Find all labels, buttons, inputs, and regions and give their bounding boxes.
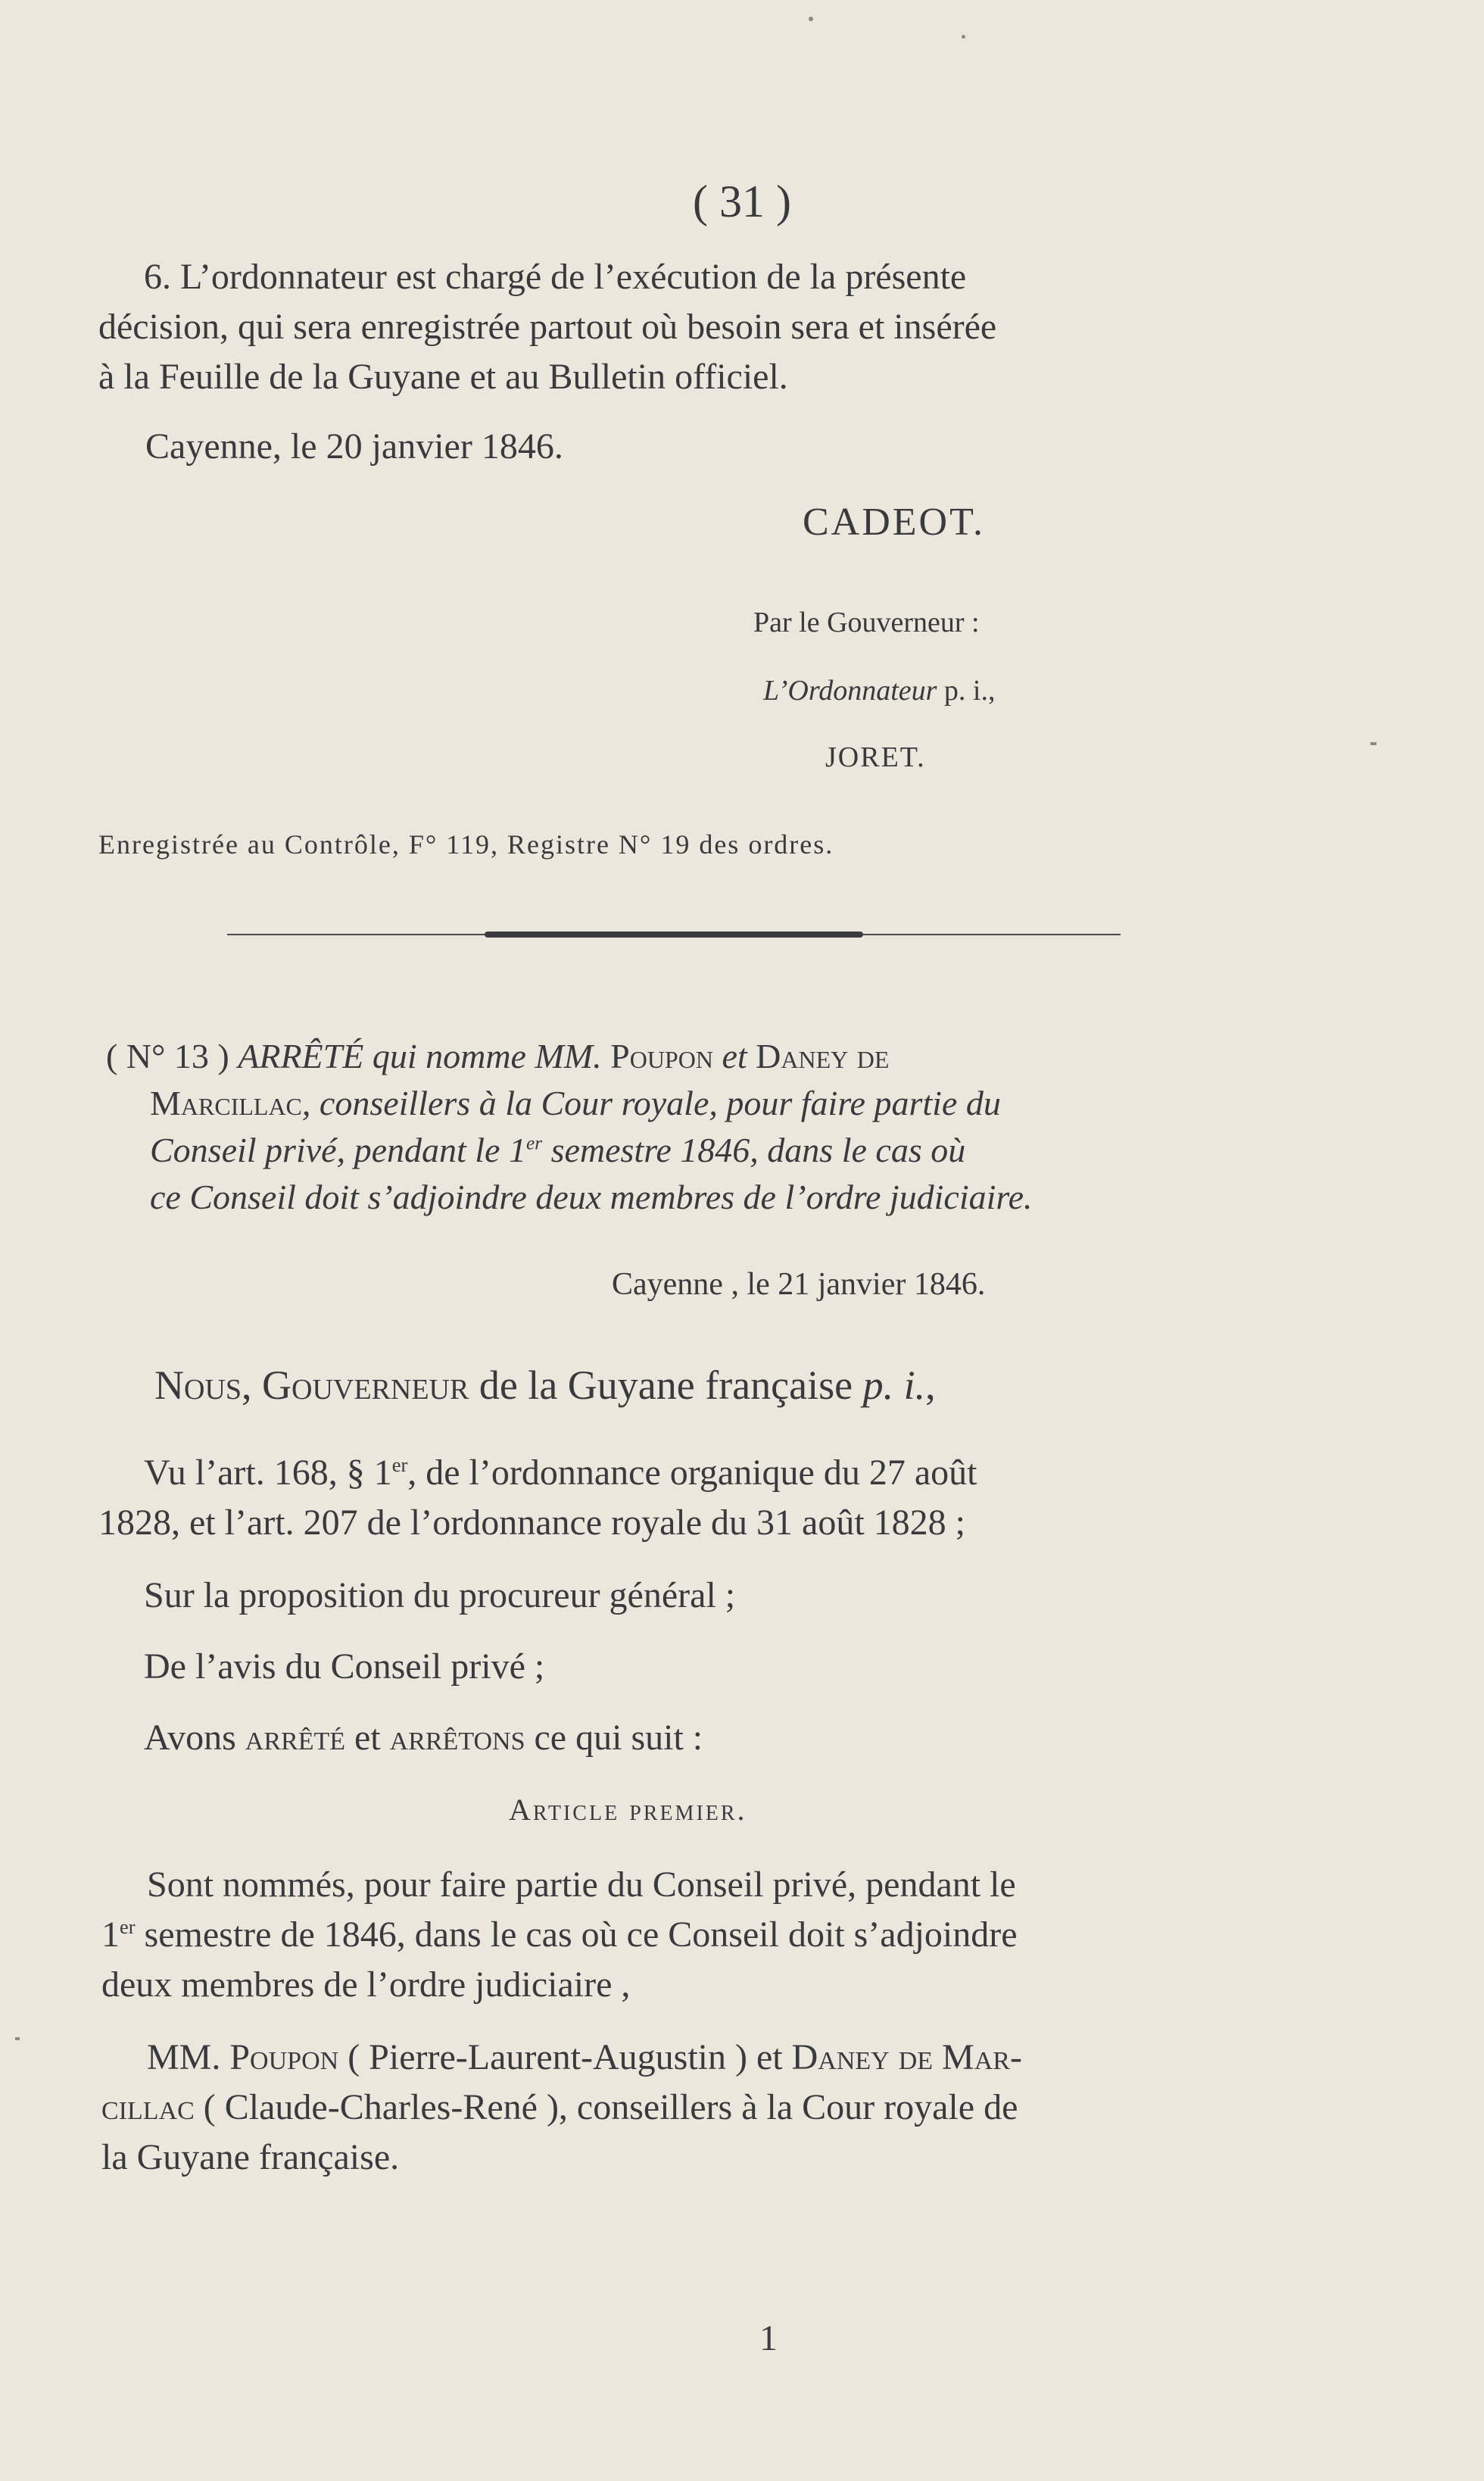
footer-mark: 1 [759, 2318, 778, 2358]
title-line-3-text-b: semestre 1846, dans le cas où [542, 1131, 966, 1169]
mm-line-1 [147, 2033, 1022, 2083]
de-l-avis: De l’avis du Conseil privé ; [144, 1646, 545, 1687]
mm-cillac: cillac [101, 2087, 195, 2127]
divider-ornament [485, 932, 863, 938]
par-le-gouverneur: Par le Gouverneur : [753, 607, 980, 638]
section-divider [227, 928, 1121, 941]
ordonnateur-suffix: p. i., [937, 675, 996, 707]
arrete-title-line-2 [150, 1083, 1001, 1123]
conjunction-et: et [712, 1037, 756, 1075]
sont-line-1: Sont nommés, pour faire partie du Conseil privé, pendant le [147, 1865, 1016, 1905]
name-marcillac: Marcillac [150, 1084, 302, 1122]
arrete-heading: ARRÊTÉ qui nomme MM. [238, 1037, 611, 1075]
nous-guyane: de la Guyane française [469, 1362, 863, 1408]
vu-line-1-a: Vu l’art. 168, § 1 [144, 1453, 392, 1493]
avons-arretons: arrêtons [389, 1718, 525, 1758]
article-6-line-2: décision, qui sera enregistrée partout où besoin sera et insérée [98, 307, 997, 347]
paper-speck [1370, 742, 1376, 745]
vu-line-1-b: , de l’ordonnance organique du 27 août [407, 1453, 977, 1493]
sur-la-proposition: Sur la proposition du procureur général ; [144, 1575, 736, 1615]
ordonnateur-line [763, 674, 995, 707]
title-line-3-text-a: Conseil privé, pendant le 1 [150, 1131, 526, 1169]
signature-cadeot: CADEOT. [803, 501, 986, 544]
title-line-3-sup: er [525, 1132, 543, 1154]
page-number: ( 31 ) [693, 176, 791, 226]
name-poupon: Poupon [610, 1037, 713, 1075]
vu-line-1-sup: er [391, 1453, 408, 1476]
sont-line-2-sup: er [120, 1915, 136, 1938]
sont-line-2 [101, 1910, 1018, 1960]
paper-speck [962, 35, 965, 39]
signature-joret: JORET. [825, 741, 926, 773]
ordonnateur-title: L’Ordonnateur [763, 675, 937, 707]
paper-speck [15, 2037, 20, 2040]
mm-line-2-rest: ( Claude-Charles-René ), conseillers à la Cour royale de [194, 2087, 1018, 2127]
date-line-2: Cayenne , le 21 janvier 1846. [612, 1267, 986, 1302]
registration-line: Enregistrée au Contrôle, F° 119, Registre N° 19 des ordres. [98, 829, 834, 860]
sont-line-3: deux membres de l’ordre judiciaire , [101, 1965, 631, 2005]
sont-line-2-b: semestre de 1846, dans le cas où ce Conseil doit s’adjoindre [135, 1915, 1018, 1955]
vu-line-1 [144, 1448, 977, 1498]
sont-line-2-a: 1 [101, 1915, 120, 1955]
title-line-2-text: , conseillers à la Cour royale, pour faire partie du [301, 1084, 1001, 1122]
avons-a: Avons [144, 1718, 245, 1758]
paper-speck [809, 17, 813, 21]
mm-line-1-mid: ( Pierre-Laurent-Augustin ) et [338, 2037, 792, 2077]
arrete-number: ( N° 13 ) [106, 1037, 229, 1075]
date-line-1: Cayenne, le 20 janvier 1846. [145, 426, 563, 467]
mm-prefix: MM. [147, 2037, 230, 2077]
name-daney-de: Daney de [756, 1037, 890, 1075]
mm-line-2 [101, 2083, 1018, 2133]
article-premier-heading: Article premier. [509, 1793, 747, 1827]
arrete-title-line-1 [106, 1036, 889, 1076]
nous-comma: , [925, 1362, 936, 1408]
avons-c: ce qui suit : [525, 1718, 703, 1758]
nous-line [154, 1362, 936, 1409]
avons-b: et [345, 1718, 390, 1758]
vu-line-2: 1828, et l’art. 207 de l’ordonnance royale du 31 août 1828 ; [98, 1503, 966, 1543]
article-6-line-3: à la Feuille de la Guyane et au Bulletin officiel. [98, 357, 788, 397]
arrete-title-line-4: ce Conseil doit s’adjoindre deux membres de l’ordre judiciaire. [150, 1178, 1033, 1216]
avons-line [144, 1713, 703, 1763]
mm-line-3: la Guyane française. [101, 2137, 400, 2177]
article-6-line-1: 6. L’ordonnateur est chargé de l’exécution de la présente [144, 257, 967, 297]
mm-daney: Daney de Mar- [791, 2037, 1022, 2077]
mm-poupon: Poupon [229, 2037, 339, 2077]
arrete-title-line-3 [150, 1130, 965, 1170]
nous-pi: p. i. [862, 1362, 926, 1408]
nous-gouverneur: Nous, Gouverneur [154, 1362, 469, 1408]
avons-arrete: arrêté [245, 1718, 345, 1758]
